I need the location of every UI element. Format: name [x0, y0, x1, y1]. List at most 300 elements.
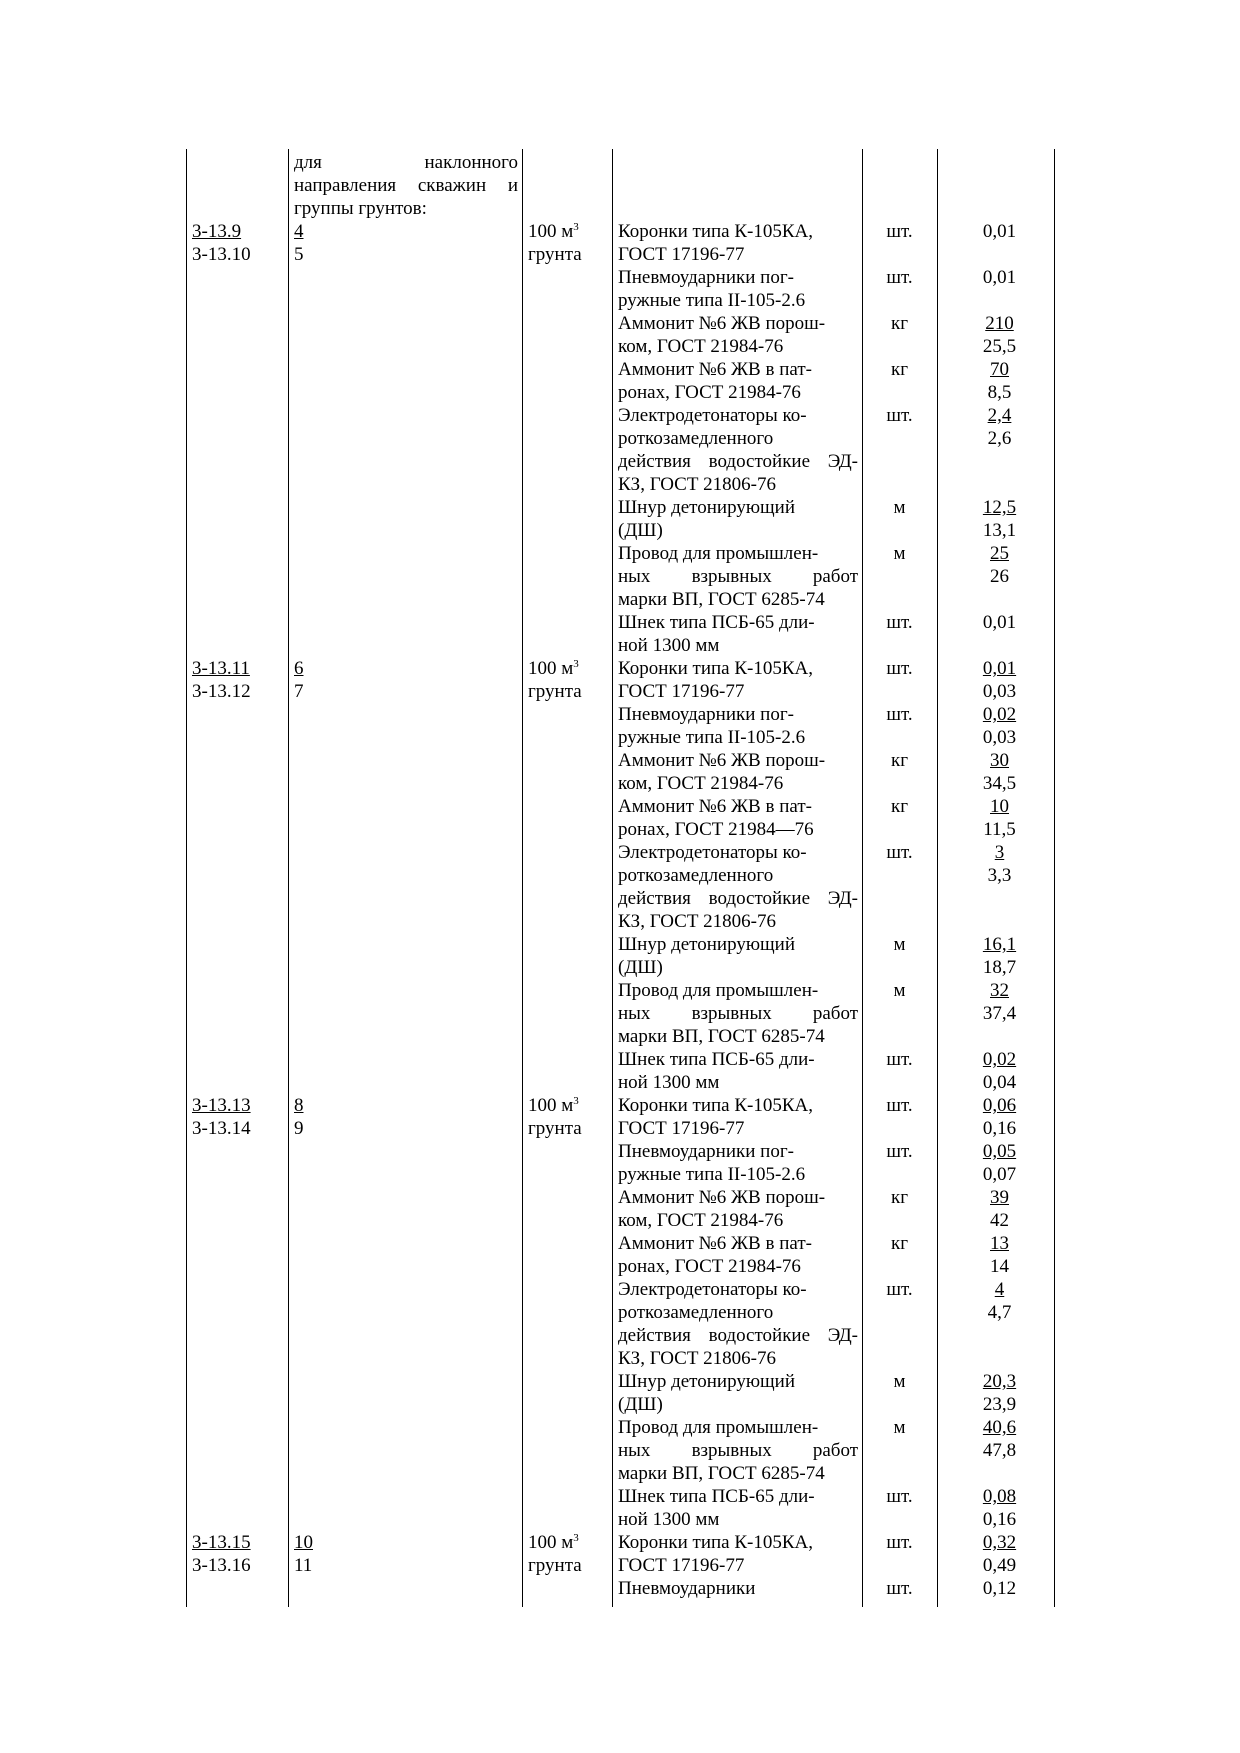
- group-cell: [288, 703, 522, 749]
- quantity-cell: [937, 1531, 1062, 1577]
- table-row: [186, 1140, 1063, 1186]
- material-word: работ: [812, 566, 858, 587]
- quantity-cell: [937, 1577, 1062, 1600]
- unit-cell: [862, 933, 937, 979]
- quantity-cell: [937, 611, 1062, 657]
- measure-unit-exponent: 3: [573, 1532, 579, 1544]
- table-row: [186, 312, 1063, 358]
- code-cell: [186, 703, 288, 749]
- code-cell: [186, 795, 288, 841]
- code-cell: [186, 841, 288, 933]
- measure-unit-cell: [522, 1094, 612, 1140]
- material-word: действия: [618, 451, 691, 472]
- material-cell: [612, 266, 862, 312]
- unit-cell: [862, 1577, 937, 1600]
- table-row: [186, 1370, 1063, 1416]
- group-cell: [288, 1278, 522, 1370]
- group-cell: [288, 795, 522, 841]
- material-word: ЭД-: [827, 888, 858, 909]
- material-line: ком, ГОСТ 21984-76: [618, 773, 784, 794]
- material-word: работ: [812, 1003, 858, 1024]
- measure-unit-cell: [522, 1485, 612, 1531]
- material-line: Шнек типа ПСБ-65 дли-: [618, 612, 815, 633]
- material-line: [618, 450, 858, 473]
- quantity-value: 42: [990, 1210, 1009, 1231]
- unit-cell: [862, 1048, 937, 1094]
- table-row: [186, 1048, 1063, 1094]
- material-line: Провод для промышлен-: [618, 980, 819, 1001]
- soil-group-top: 10: [294, 1532, 313, 1553]
- soil-group-top: 8: [294, 1095, 304, 1116]
- unit-label: шт.: [886, 658, 913, 679]
- table-row: [186, 266, 1063, 312]
- material-line: [618, 887, 858, 910]
- material-cell: [612, 1485, 862, 1531]
- measure-unit: [528, 657, 612, 680]
- unit-label: кг: [890, 359, 909, 380]
- quantity-value: 2,6: [987, 428, 1012, 449]
- unit-cell: [862, 542, 937, 611]
- intro-line-2: направления скважин и: [294, 175, 518, 196]
- material-line: Аммонит №6 ЖВ в пат-: [618, 796, 812, 817]
- quantity-value: 0,06: [982, 1095, 1017, 1116]
- group-cell: [288, 542, 522, 611]
- measure-unit-line2: грунта: [528, 681, 582, 702]
- code-cell: [186, 404, 288, 496]
- table-row: [186, 404, 1063, 496]
- quantity-cell: [937, 1094, 1062, 1140]
- quantity-cell: [937, 1370, 1062, 1416]
- material-line: Шнур детонирующий: [618, 497, 795, 518]
- unit-cell: [862, 1278, 937, 1370]
- group-cell: [288, 1485, 522, 1531]
- code-cell: [186, 1232, 288, 1278]
- table-row: [186, 1416, 1063, 1485]
- table-row: [186, 795, 1063, 841]
- code-cell: [186, 1531, 288, 1577]
- unit-cell: [862, 657, 937, 703]
- code-cell: [186, 1485, 288, 1531]
- measure-unit-cell: [522, 266, 612, 312]
- quantity-cell: [937, 1186, 1062, 1232]
- measure-unit-line2: грунта: [528, 1118, 582, 1139]
- material-cell: [612, 1531, 862, 1577]
- soil-group-bottom: 7: [294, 681, 304, 702]
- material-line: ронах, ГОСТ 21984—76: [618, 819, 814, 840]
- unit-label: шт.: [886, 1095, 913, 1116]
- code-cell: [186, 611, 288, 657]
- quantity-value: 8,5: [987, 382, 1012, 403]
- material-line: [618, 1324, 858, 1347]
- quantity-value: 16,1: [982, 934, 1017, 955]
- group-cell: [288, 979, 522, 1048]
- group-cell: [288, 749, 522, 795]
- unit-cell: [862, 979, 937, 1048]
- material-line: (ДШ): [618, 520, 663, 541]
- quantity-value: 39: [990, 1187, 1009, 1208]
- unit-label: шт.: [886, 221, 913, 242]
- measure-unit-text: 100 м: [528, 658, 574, 679]
- material-cell: [612, 611, 862, 657]
- measure-unit-cell: [522, 611, 612, 657]
- material-word: работ: [812, 1440, 858, 1461]
- material-line: (ДШ): [618, 957, 663, 978]
- quantity-cell: [937, 266, 1062, 312]
- material-line: [618, 565, 858, 588]
- quantity-cell: [937, 404, 1062, 496]
- unit-cell: [862, 611, 937, 657]
- quantity-value: 37,4: [982, 1003, 1017, 1024]
- material-word: взрывных: [691, 566, 772, 587]
- table-row: [186, 220, 1063, 266]
- quantity-cell: [937, 1278, 1062, 1370]
- material-line: ронах, ГОСТ 21984-76: [618, 1256, 801, 1277]
- material-word: водостойкие: [708, 888, 811, 909]
- material-line: КЗ, ГОСТ 21806-76: [618, 911, 777, 932]
- unit-label: кг: [890, 750, 909, 771]
- unit-cell: [862, 703, 937, 749]
- measure-unit-cell: [522, 496, 612, 542]
- table-row: [186, 841, 1063, 933]
- material-line: марки ВП, ГОСТ 6285-74: [618, 589, 825, 610]
- unit-label: м: [893, 1371, 906, 1392]
- material-cell: [612, 657, 862, 703]
- norms-table: [186, 151, 1063, 1600]
- material-line: Аммонит №6 ЖВ в пат-: [618, 359, 812, 380]
- group-cell: [288, 1186, 522, 1232]
- material-line: роткозамедленного: [618, 865, 774, 886]
- material-line: КЗ, ГОСТ 21806-76: [618, 474, 777, 495]
- quantity-value: 0,01: [982, 612, 1017, 633]
- material-line: марки ВП, ГОСТ 6285-74: [618, 1026, 825, 1047]
- material-line: Электродетонаторы ко-: [618, 405, 807, 426]
- material-cell: [612, 358, 862, 404]
- quantity-value: 0,03: [982, 727, 1017, 748]
- unit-label: кг: [890, 313, 909, 334]
- quantity-value: 0,01: [982, 221, 1017, 242]
- measure-unit-cell: [522, 1278, 612, 1370]
- code-cell: [186, 220, 288, 266]
- quantity-cell: [937, 496, 1062, 542]
- material-line: роткозамедленного: [618, 428, 774, 449]
- group-cell: [288, 657, 522, 703]
- unit-label: шт.: [886, 704, 913, 725]
- quantity-value: 10: [990, 796, 1009, 817]
- unit-label: шт.: [886, 1578, 913, 1599]
- unit-cell: [862, 1485, 937, 1531]
- code-top: 3-13.15: [192, 1532, 251, 1553]
- material-line: Электродетонаторы ко-: [618, 842, 807, 863]
- table-row: [186, 657, 1063, 703]
- measure-unit-cell: [522, 1232, 612, 1278]
- code-cell: [186, 657, 288, 703]
- table-row: [186, 358, 1063, 404]
- measure-unit-cell: [522, 795, 612, 841]
- unit-label: шт.: [886, 405, 913, 426]
- table-row: [186, 1186, 1063, 1232]
- unit-cell: [862, 1370, 937, 1416]
- unit-label: шт.: [886, 842, 913, 863]
- measure-unit: [528, 1094, 612, 1117]
- code-cell: [186, 266, 288, 312]
- material-line: Шнур детонирующий: [618, 934, 795, 955]
- material-line: Пневмоударники пог-: [618, 1141, 794, 1162]
- code-cell: [186, 1186, 288, 1232]
- material-line: [618, 1002, 858, 1025]
- code-bottom: 3-13.16: [192, 1555, 251, 1576]
- quantity-value: 34,5: [982, 773, 1017, 794]
- material-line: КЗ, ГОСТ 21806-76: [618, 1348, 777, 1369]
- table-row: [186, 542, 1063, 611]
- unit-label: шт.: [886, 1486, 913, 1507]
- measure-unit: [528, 1531, 612, 1554]
- material-cell: [612, 1186, 862, 1232]
- code-cell: [186, 1278, 288, 1370]
- material-line: ГОСТ 17196-77: [618, 1118, 745, 1139]
- quantity-cell: [937, 795, 1062, 841]
- soil-group-bottom: 11: [294, 1555, 313, 1576]
- unit-cell: [862, 496, 937, 542]
- table-row: [186, 749, 1063, 795]
- material-word: ных: [618, 1003, 651, 1024]
- quantity-cell: [937, 1485, 1062, 1531]
- code-top: 3-13.13: [192, 1095, 251, 1116]
- measure-unit-cell: [522, 1048, 612, 1094]
- measure-unit-cell: [522, 220, 612, 266]
- quantity-value: 0,01: [982, 267, 1017, 288]
- code-cell: [186, 979, 288, 1048]
- material-line: ронах, ГОСТ 21984-76: [618, 382, 801, 403]
- intro-text: [288, 151, 522, 220]
- quantity-value: 13,1: [982, 520, 1017, 541]
- measure-unit-cell: [522, 1370, 612, 1416]
- unit-label: м: [893, 1417, 906, 1438]
- code-top: 3-13.11: [192, 658, 250, 679]
- material-cell: [612, 496, 862, 542]
- quantity-cell: [937, 1140, 1062, 1186]
- material-line: ной 1300 мм: [618, 635, 720, 656]
- table-row: [186, 1232, 1063, 1278]
- quantity-cell: [937, 542, 1062, 611]
- material-cell: [612, 933, 862, 979]
- unit-cell: [862, 1416, 937, 1485]
- material-word: взрывных: [691, 1003, 772, 1024]
- unit-label: кг: [890, 796, 909, 817]
- quantity-value: 0,02: [982, 1049, 1017, 1070]
- quantity-cell: [937, 841, 1062, 933]
- group-cell: [288, 1232, 522, 1278]
- code-cell: [186, 1048, 288, 1094]
- quantity-value: 0,32: [982, 1532, 1017, 1553]
- material-cell: [612, 1278, 862, 1370]
- group-cell: [288, 312, 522, 358]
- quantity-value: 13: [990, 1233, 1009, 1254]
- table-row: [186, 933, 1063, 979]
- quantity-value: 25: [990, 543, 1009, 564]
- material-line: ком, ГОСТ 21984-76: [618, 1210, 784, 1231]
- material-cell: [612, 1577, 862, 1600]
- code-top: 3-13.9: [192, 221, 242, 242]
- material-line: ружные типа II-105-2.6: [618, 727, 806, 748]
- material-line: Пневмоударники пог-: [618, 267, 794, 288]
- measure-unit: [528, 220, 612, 243]
- table-row: [186, 1094, 1063, 1140]
- material-cell: [612, 1094, 862, 1140]
- material-line: Пневмоударники пог-: [618, 704, 794, 725]
- material-line: Коронки типа К-105КА,: [618, 221, 814, 242]
- code-cell: [186, 1370, 288, 1416]
- measure-unit-cell: [522, 542, 612, 611]
- unit-cell: [862, 1531, 937, 1577]
- group-cell: [288, 1370, 522, 1416]
- group-cell: [288, 933, 522, 979]
- code-cell: [186, 1140, 288, 1186]
- group-cell: [288, 1577, 522, 1600]
- material-line: ГОСТ 17196-77: [618, 1555, 745, 1576]
- code-cell: [186, 496, 288, 542]
- unit-label: м: [893, 980, 906, 1001]
- quantity-value: 0,16: [982, 1509, 1017, 1530]
- quantity-value: 70: [990, 359, 1009, 380]
- material-line: Провод для промышлен-: [618, 543, 819, 564]
- measure-unit-cell: [522, 749, 612, 795]
- table-row: [186, 1577, 1063, 1600]
- quantity-value: 3: [994, 842, 1005, 863]
- unit-label: шт.: [886, 1141, 913, 1162]
- quantity-value: 20,3: [982, 1371, 1017, 1392]
- material-cell: [612, 1232, 862, 1278]
- table-row: [186, 1531, 1063, 1577]
- group-cell: [288, 220, 522, 266]
- measure-unit-cell: [522, 1140, 612, 1186]
- code-cell: [186, 542, 288, 611]
- unit-label: м: [893, 934, 906, 955]
- quantity-value: 0,01: [982, 658, 1017, 679]
- quantity-value: 0,03: [982, 681, 1017, 702]
- quantity-value: 0,07: [982, 1164, 1017, 1185]
- unit-cell: [862, 358, 937, 404]
- group-cell: [288, 1048, 522, 1094]
- quantity-value: 0,04: [982, 1072, 1017, 1093]
- intro-line-1: для наклонного: [294, 152, 518, 173]
- group-cell: [288, 496, 522, 542]
- measure-unit-line2: грунта: [528, 244, 582, 265]
- code-cell: [186, 358, 288, 404]
- quantity-value: 0,12: [982, 1578, 1017, 1599]
- quantity-value: 0,05: [982, 1141, 1017, 1162]
- unit-label: шт.: [886, 612, 913, 633]
- unit-cell: [862, 749, 937, 795]
- measure-unit-cell: [522, 1531, 612, 1577]
- unit-label: шт.: [886, 1049, 913, 1070]
- quantity-cell: [937, 1416, 1062, 1485]
- quantity-cell: [937, 1232, 1062, 1278]
- measure-unit-cell: [522, 841, 612, 933]
- unit-cell: [862, 404, 937, 496]
- soil-group-top: 4: [294, 221, 304, 242]
- unit-cell: [862, 312, 937, 358]
- code-bottom: 3-13.10: [192, 244, 251, 265]
- unit-cell: [862, 1186, 937, 1232]
- material-line: Шнек типа ПСБ-65 дли-: [618, 1049, 815, 1070]
- group-cell: [288, 1094, 522, 1140]
- material-line: Коронки типа К-105КА,: [618, 1532, 814, 1553]
- quantity-value: 2,4: [987, 405, 1012, 426]
- material-word: водостойкие: [708, 1325, 811, 1346]
- group-cell: [288, 1531, 522, 1577]
- material-cell: [612, 841, 862, 933]
- unit-label: шт.: [886, 1279, 913, 1300]
- material-word: ных: [618, 1440, 651, 1461]
- measure-unit-text: 100 м: [528, 1095, 574, 1116]
- material-line: ружные типа II-105-2.6: [618, 1164, 806, 1185]
- material-line: Электродетонаторы ко-: [618, 1279, 807, 1300]
- unit-label: кг: [890, 1187, 909, 1208]
- material-cell: [612, 703, 862, 749]
- code-cell: [186, 1416, 288, 1485]
- material-word: действия: [618, 888, 691, 909]
- quantity-value: 30: [990, 750, 1009, 771]
- quantity-cell: [937, 358, 1062, 404]
- measure-unit-cell: [522, 1416, 612, 1485]
- material-line: ружные типа II-105-2.6: [618, 290, 806, 311]
- code-cell: [186, 1577, 288, 1600]
- material-cell: [612, 749, 862, 795]
- quantity-value: 210: [985, 313, 1014, 334]
- material-cell: [612, 220, 862, 266]
- soil-group-bottom: 9: [294, 1118, 304, 1139]
- material-line: ГОСТ 17196-77: [618, 681, 745, 702]
- code-bottom: 3-13.12: [192, 681, 251, 702]
- code-cell: [186, 312, 288, 358]
- quantity-value: 0,08: [982, 1486, 1017, 1507]
- measure-unit-cell: [522, 358, 612, 404]
- quantity-cell: [937, 749, 1062, 795]
- group-cell: [288, 404, 522, 496]
- material-line: Провод для промышлен-: [618, 1417, 819, 1438]
- quantity-value: 12,5: [982, 497, 1017, 518]
- unit-cell: [862, 1140, 937, 1186]
- material-line: (ДШ): [618, 1394, 663, 1415]
- measure-unit-cell: [522, 1186, 612, 1232]
- measure-unit-exponent: 3: [573, 221, 579, 233]
- unit-cell: [862, 795, 937, 841]
- unit-label: м: [893, 497, 906, 518]
- material-cell: [612, 1416, 862, 1485]
- quantity-value: 40,6: [982, 1417, 1017, 1438]
- measure-unit-cell: [522, 657, 612, 703]
- code-cell: [186, 933, 288, 979]
- table-row: [186, 1485, 1063, 1531]
- material-line: Аммонит №6 ЖВ порош-: [618, 1187, 826, 1208]
- quantity-value: 47,8: [982, 1440, 1017, 1461]
- soil-group-bottom: 5: [294, 244, 304, 265]
- group-cell: [288, 266, 522, 312]
- material-cell: [612, 1140, 862, 1186]
- table-row: [186, 496, 1063, 542]
- material-word: взрывных: [691, 1440, 772, 1461]
- unit-cell: [862, 1232, 937, 1278]
- group-cell: [288, 1140, 522, 1186]
- material-line: Пневмоударники: [618, 1578, 756, 1599]
- measure-unit-line2: грунта: [528, 1555, 582, 1576]
- group-cell: [288, 358, 522, 404]
- quantity-value: 3,3: [987, 865, 1012, 886]
- quantity-value: 26: [990, 566, 1009, 587]
- quantity-value: 0,49: [982, 1555, 1017, 1576]
- quantity-value: 25,5: [982, 336, 1017, 357]
- material-cell: [612, 1370, 862, 1416]
